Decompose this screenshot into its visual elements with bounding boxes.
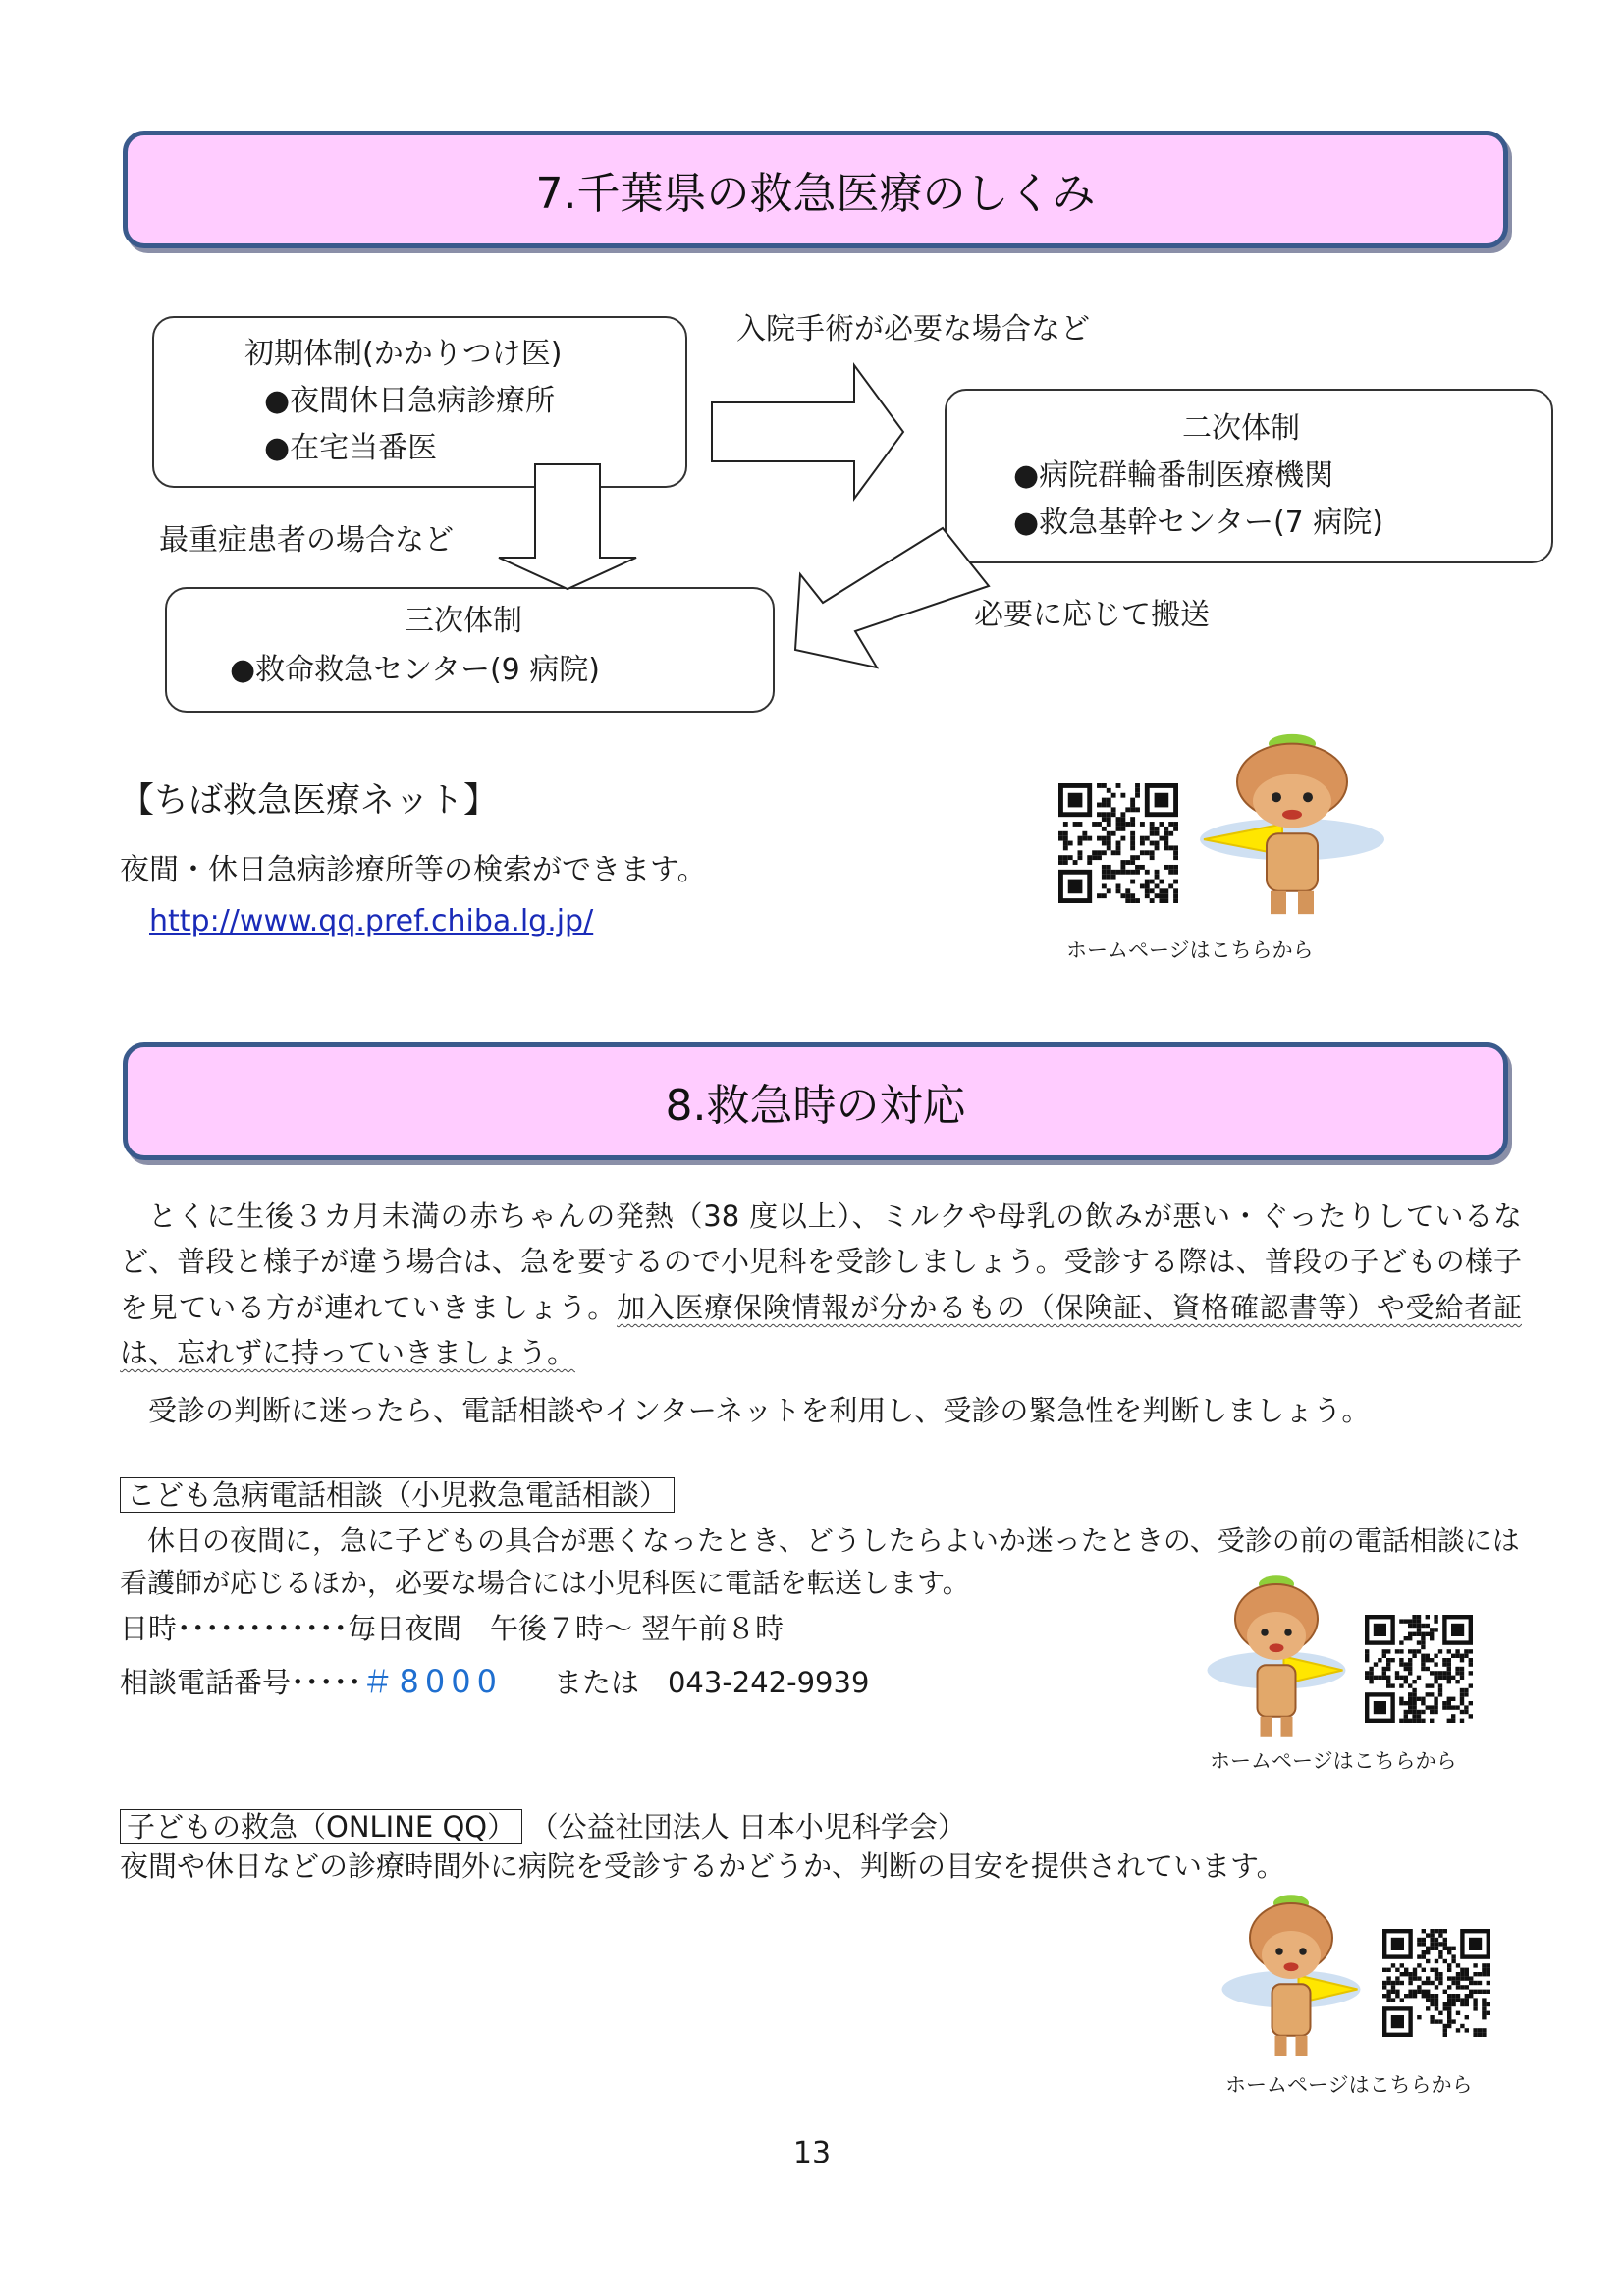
arrow-right-icon	[712, 365, 903, 499]
secondary-care-heading: 二次体制	[1182, 411, 1300, 446]
primary-care-item: ●在宅当番医	[264, 431, 438, 465]
phone-consult-time: 日時････････････毎日夜間 午後７時～ 翌午前８時	[120, 1612, 785, 1645]
net-description: 夜間・休日急病診療所等の検索ができます。	[120, 853, 707, 887]
tertiary-care-item: ●救命救急センター(9 病院)	[230, 653, 601, 687]
arrow-label-to-tertiary: 最重症患者の場合など	[159, 523, 454, 558]
paragraph-text: とくに生後３カ月未満の赤ちゃんの発熱（38 度以上）、ミルクや母乳の飲みが悪い・ぐったりしているなど、普段と様子が違う場合は、急を要するので小児科を受診しましょう。受診する際は、普段の子どもの様子を見ている方が連れていきましょう。	[120, 1200, 1522, 1324]
online-qq-org: （公益社団法人 日本小児科学会）	[544, 1810, 966, 1843]
mascot-image	[1218, 1890, 1365, 2061]
arrow-down-left-icon	[795, 528, 989, 667]
qr-code-icon[interactable]	[1365, 1615, 1473, 1723]
short-phone-number[interactable]: ＃8000	[361, 1663, 503, 1700]
section7-title: 7.千葉県の救急医療のしくみ	[535, 169, 1096, 219]
qr-pattern	[1382, 1929, 1490, 2037]
section8-paragraph-2: 受診の判断に迷ったら、電話相談やインターネットを利用し、受診の緊急性を判断しましょう。	[148, 1394, 1371, 1427]
primary-care-item: ●夜間休日急病診療所	[264, 384, 556, 418]
online-qq-title: 子どもの救急（ONLINE QQ）	[120, 1809, 522, 1844]
mascot-figure	[1194, 728, 1390, 920]
qr-code-icon[interactable]	[1058, 783, 1178, 903]
phone-number-label: 相談電話番号･････	[120, 1666, 362, 1699]
section8-paragraph	[120, 1194, 1522, 1376]
qr-code-icon[interactable]	[1382, 1929, 1490, 2047]
qr-caption: ホームページはこちらから	[1210, 1749, 1457, 1773]
section8-header	[123, 1042, 1508, 1160]
qr-pattern	[1058, 783, 1178, 903]
net-title: 【ちば救急医療ネット】	[120, 781, 499, 821]
mascot-image	[1194, 728, 1390, 920]
phone-consult-title-text: こども急病電話相談（小児救急電話相談）	[120, 1477, 675, 1513]
net-url-link[interactable]: http://www.qq.pref.chiba.lg.jp/	[149, 904, 594, 938]
phone-consult-description: 休日の夜間に，急に子どもの具合が悪くなったとき、どうしたらよいか迷ったときの、受診の前の電話相談には看護師が応じるほか，必要な場合には小児科医に電話を転送します。	[120, 1524, 1520, 1600]
paragraph-underlined-text: 加入医療保険情報が分かるもの（保険証、資格確認書等）や受給者証は、忘れずに持っていきましょう。	[120, 1290, 1522, 1370]
qr-caption: ホームページはこちらから	[1066, 938, 1314, 962]
mascot-figure	[1218, 1890, 1365, 2061]
tertiary-care-heading: 三次体制	[405, 604, 522, 638]
secondary-care-item: ●救急基幹センター(7 病院)	[1013, 506, 1384, 540]
arrow-label-to-secondary: 入院手術が必要な場合など	[736, 312, 1090, 347]
qr-caption: ホームページはこちらから	[1225, 2073, 1473, 2097]
secondary-care-item: ●病院群輪番制医療機関	[1013, 458, 1334, 493]
phone-consult-number-row	[120, 1657, 869, 1707]
flow-arrows	[0, 0, 1624, 785]
mascot-image	[1203, 1571, 1350, 1742]
arrow-down-icon	[499, 464, 636, 589]
arrow-label-transfer: 必要に応じて搬送	[974, 598, 1210, 632]
primary-care-heading: 初期体制(かかりつけ医)	[244, 337, 563, 371]
section8-title: 8.救急時の対応	[665, 1081, 966, 1131]
alt-phone-number[interactable]: または 043-242-9939	[553, 1666, 870, 1699]
phone-consult-title	[120, 1472, 675, 1518]
qr-pattern	[1365, 1615, 1473, 1723]
page-number: 13	[792, 2136, 832, 2170]
online-qq-description: 夜間や休日などの診療時間外に病院を受診するかどうか、判断の目安を提供されています。	[120, 1849, 1285, 1883]
mascot-figure	[1203, 1571, 1350, 1742]
